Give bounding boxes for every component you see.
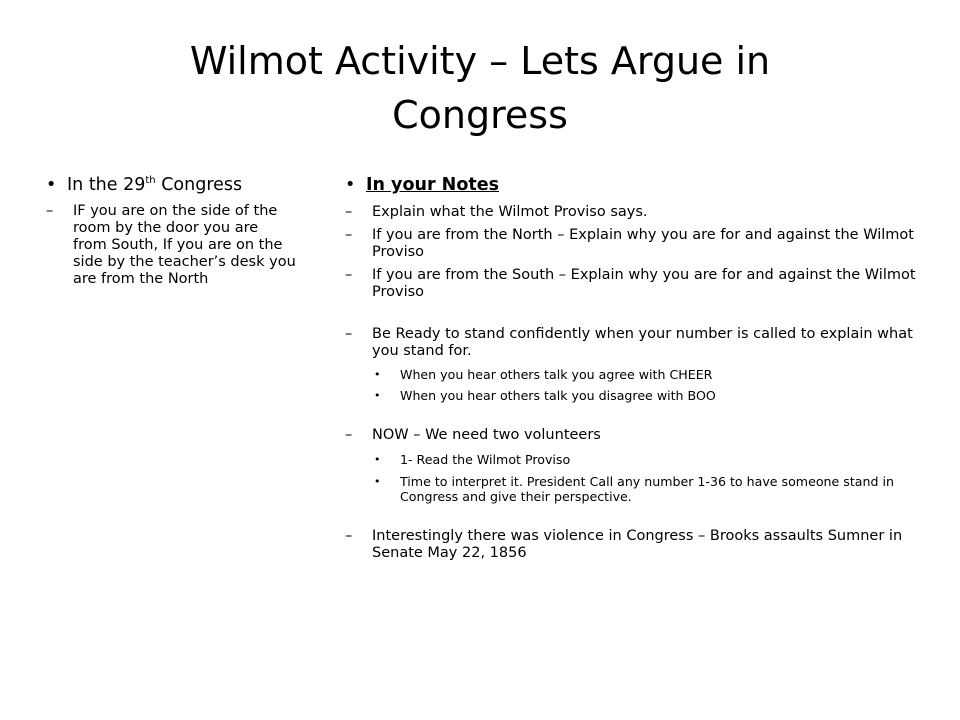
dash-icon: –	[345, 427, 353, 443]
dash-icon: –	[345, 204, 353, 220]
right-heading: In your Notes	[366, 175, 499, 195]
notes-item-text: If you are from the South – Explain why you are for and against the Wilmot Proviso	[372, 267, 916, 300]
notes-item-text: Explain what the Wilmot Proviso says.	[372, 204, 648, 220]
notes-subitem	[345, 367, 935, 382]
notes-item	[345, 204, 935, 221]
notes-item-text: NOW – We need two volunteers	[372, 427, 601, 443]
dash-icon: –	[345, 267, 353, 283]
bullet-icon: •	[374, 453, 381, 466]
notes-item	[345, 326, 935, 360]
bullet-icon: •	[46, 175, 57, 195]
notes-subitem-text: When you hear others talk you agree with CHEER	[400, 367, 713, 382]
right-column	[345, 172, 935, 562]
notes-item	[345, 427, 935, 444]
notes-item-text: Interestingly there was violence in Congress – Brooks assaults Sumner in Senate May 22, 1856	[372, 528, 903, 561]
notes-item	[345, 227, 935, 261]
notes-item	[345, 528, 935, 562]
notes-item-text: If you are from the North – Explain why you are for and against the Wilmot Proviso	[372, 227, 914, 260]
notes-subitem-text: When you hear others talk you disagree with BOO	[400, 388, 716, 403]
left-heading-item	[46, 172, 296, 198]
left-sub-item	[46, 203, 296, 288]
left-heading-prefix: In the 29	[67, 175, 146, 195]
bullet-icon: •	[374, 389, 381, 402]
bullet-icon: •	[374, 368, 381, 381]
bullet-icon: •	[374, 475, 381, 488]
left-heading-sup: th	[145, 175, 156, 187]
notes-subitem	[345, 452, 935, 467]
left-column	[46, 172, 296, 288]
dash-icon: –	[345, 227, 353, 243]
left-heading-suffix: Congress	[155, 175, 243, 195]
dash-icon: –	[46, 203, 54, 219]
dash-icon: –	[345, 326, 353, 342]
notes-subitem-text: Time to interpret it. President Call any number 1-36 to have someone stand in Congress and give their perspective.	[400, 474, 894, 504]
notes-item-text: Be Ready to stand confidently when your number is called to explain what you stand for.	[372, 326, 913, 359]
notes-subitem	[345, 388, 935, 403]
notes-subitem-text: 1- Read the Wilmot Proviso	[400, 452, 571, 467]
right-heading-item	[345, 172, 935, 198]
left-sub-item-text: IF you are on the side of the room by the door you are from South, If you are on the side by the teacher’s desk you are from the North	[73, 203, 296, 287]
dash-icon: –	[345, 528, 353, 544]
bullet-icon: •	[345, 175, 356, 195]
slide-title: Wilmot Activity – Lets Argue in Congress	[189, 39, 771, 137]
notes-subitem	[345, 474, 935, 504]
notes-item	[345, 267, 935, 301]
